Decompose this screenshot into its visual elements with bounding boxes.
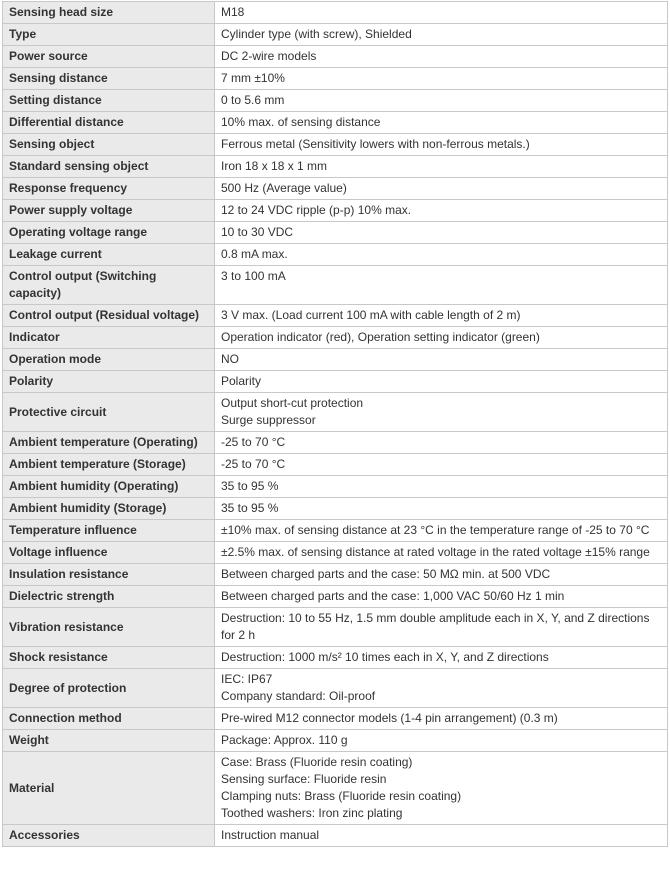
spec-row	[3, 608, 668, 647]
spec-label: Ambient temperature (Storage)	[3, 454, 215, 476]
spec-label: Ambient humidity (Storage)	[3, 498, 215, 520]
spec-row	[3, 476, 668, 498]
spec-label: Operating voltage range	[3, 222, 215, 244]
spec-row	[3, 244, 668, 266]
spec-label: Leakage current	[3, 244, 215, 266]
spec-row	[3, 305, 668, 327]
spec-value	[215, 730, 668, 752]
spec-label: Material	[3, 752, 215, 825]
spec-value	[215, 90, 668, 112]
spec-value-line: NO	[221, 352, 239, 366]
spec-label: Sensing head size	[3, 2, 215, 24]
spec-value-line: 3 to 100 mA	[221, 269, 286, 283]
spec-label: Power supply voltage	[3, 200, 215, 222]
spec-row	[3, 498, 668, 520]
spec-value	[215, 266, 668, 305]
spec-value-line: Package: Approx. 110 g	[221, 733, 348, 747]
spec-value-line: IEC: IP67	[221, 672, 273, 686]
spec-value-line: 35 to 95 %	[221, 479, 279, 493]
spec-label: Insulation resistance	[3, 564, 215, 586]
spec-row	[3, 178, 668, 200]
spec-row	[3, 266, 668, 305]
spec-row	[3, 669, 668, 708]
spec-label: Protective circuit	[3, 393, 215, 432]
spec-row	[3, 825, 668, 847]
spec-row	[3, 112, 668, 134]
spec-label: Voltage influence	[3, 542, 215, 564]
spec-value	[215, 46, 668, 68]
spec-label: Sensing object	[3, 134, 215, 156]
spec-value-line: Surge suppressor	[221, 413, 316, 427]
spec-value	[215, 349, 668, 371]
spec-row	[3, 2, 668, 24]
spec-value-line: Output short-cut protection	[221, 396, 364, 410]
spec-value	[215, 520, 668, 542]
spec-value-line: Pre-wired M12 connector models (1-4 pin arrangement) (0.3 m)	[221, 711, 558, 725]
spec-value-line: Clamping nuts: Brass (Fluoride resin coating)	[221, 789, 462, 803]
spec-value-line: Between charged parts and the case: 1,000 VAC 50/60 Hz 1 min	[221, 589, 565, 603]
spec-row	[3, 134, 668, 156]
spec-row	[3, 349, 668, 371]
spec-label: Ambient humidity (Operating)	[3, 476, 215, 498]
spec-label: Weight	[3, 730, 215, 752]
spec-value-line: Toothed washers: Iron zinc plating	[221, 806, 403, 820]
spec-value-line: 10 to 30 VDC	[221, 225, 294, 239]
spec-row	[3, 708, 668, 730]
spec-value-line: DC 2-wire models	[221, 49, 317, 63]
spec-row	[3, 327, 668, 349]
spec-row	[3, 90, 668, 112]
spec-value	[215, 454, 668, 476]
spec-row	[3, 200, 668, 222]
spec-label: Dielectric strength	[3, 586, 215, 608]
spec-label: Response frequency	[3, 178, 215, 200]
spec-table	[2, 1, 668, 847]
spec-row	[3, 222, 668, 244]
spec-value	[215, 708, 668, 730]
spec-value-line: ±2.5% max. of sensing distance at rated voltage in the rated voltage ±15% range	[221, 545, 650, 559]
spec-value-line: Operation indicator (red), Operation setting indicator (green)	[221, 330, 540, 344]
spec-value	[215, 825, 668, 847]
spec-label: Indicator	[3, 327, 215, 349]
spec-value	[215, 112, 668, 134]
spec-value-line: Instruction manual	[221, 828, 320, 842]
spec-value-line: Destruction: 10 to 55 Hz, 1.5 mm double amplitude each in X, Y, and Z directions for 2 h	[221, 611, 650, 642]
spec-value	[215, 542, 668, 564]
spec-value-line: 0.8 mA max.	[221, 247, 288, 261]
spec-value	[215, 432, 668, 454]
spec-value-line: -25 to 70 °C	[221, 435, 286, 449]
spec-value	[215, 178, 668, 200]
spec-row	[3, 156, 668, 178]
spec-value-line: Company standard: Oil-proof	[221, 689, 376, 703]
spec-value-line: Sensing surface: Fluoride resin	[221, 772, 387, 786]
spec-value	[215, 156, 668, 178]
spec-value	[215, 200, 668, 222]
spec-value-line: Iron 18 x 18 x 1 mm	[221, 159, 328, 173]
spec-value	[215, 498, 668, 520]
spec-value	[215, 2, 668, 24]
spec-value-line: Destruction: 1000 m/s² 10 times each in X, Y, and Z directions	[221, 650, 549, 664]
spec-value-line: Between charged parts and the case: 50 MΩ min. at 500 VDC	[221, 567, 551, 581]
spec-value-line: Cylinder type (with screw), Shielded	[221, 27, 412, 41]
spec-label: Control output (Switching capacity)	[3, 266, 215, 305]
spec-table-body	[3, 2, 668, 847]
spec-label: Operation mode	[3, 349, 215, 371]
spec-row	[3, 542, 668, 564]
spec-row	[3, 520, 668, 542]
spec-label: Degree of protection	[3, 669, 215, 708]
spec-row	[3, 46, 668, 68]
spec-label: Connection method	[3, 708, 215, 730]
spec-value	[215, 371, 668, 393]
spec-label: Power source	[3, 46, 215, 68]
spec-value-line: ±10% max. of sensing distance at 23 °C in the temperature range of -25 to 70 °C	[221, 523, 650, 537]
spec-value-line: 12 to 24 VDC ripple (p-p) 10% max.	[221, 203, 412, 217]
spec-value	[215, 476, 668, 498]
spec-row	[3, 752, 668, 825]
spec-label: Shock resistance	[3, 647, 215, 669]
spec-value	[215, 669, 668, 708]
spec-row	[3, 24, 668, 46]
spec-value	[215, 586, 668, 608]
spec-value	[215, 134, 668, 156]
spec-label: Control output (Residual voltage)	[3, 305, 215, 327]
spec-value-line: 7 mm ±10%	[221, 71, 285, 85]
spec-label: Accessories	[3, 825, 215, 847]
spec-row	[3, 371, 668, 393]
spec-label: Standard sensing object	[3, 156, 215, 178]
spec-label: Vibration resistance	[3, 608, 215, 647]
spec-value-line: Ferrous metal (Sensitivity lowers with non-ferrous metals.)	[221, 137, 530, 151]
spec-value-line: 3 V max. (Load current 100 mA with cable length of 2 m)	[221, 308, 521, 322]
spec-value	[215, 564, 668, 586]
spec-value-line: 10% max. of sensing distance	[221, 115, 381, 129]
spec-value-line: Polarity	[221, 374, 262, 388]
spec-label: Differential distance	[3, 112, 215, 134]
spec-value-line: 0 to 5.6 mm	[221, 93, 285, 107]
spec-value-line: Case: Brass (Fluoride resin coating)	[221, 755, 413, 769]
spec-value-line: 35 to 95 %	[221, 501, 279, 515]
spec-label: Temperature influence	[3, 520, 215, 542]
spec-value	[215, 647, 668, 669]
spec-row	[3, 432, 668, 454]
spec-label: Setting distance	[3, 90, 215, 112]
spec-row	[3, 454, 668, 476]
spec-value-line: 500 Hz (Average value)	[221, 181, 347, 195]
spec-value-line: M18	[221, 5, 245, 19]
spec-row	[3, 586, 668, 608]
spec-row	[3, 730, 668, 752]
spec-label: Polarity	[3, 371, 215, 393]
spec-label: Sensing distance	[3, 68, 215, 90]
spec-label: Type	[3, 24, 215, 46]
spec-value	[215, 327, 668, 349]
spec-value	[215, 752, 668, 825]
spec-value	[215, 608, 668, 647]
spec-value	[215, 393, 668, 432]
spec-value	[215, 305, 668, 327]
spec-value	[215, 244, 668, 266]
spec-value	[215, 222, 668, 244]
spec-row	[3, 647, 668, 669]
spec-row	[3, 564, 668, 586]
spec-row	[3, 393, 668, 432]
spec-value	[215, 68, 668, 90]
spec-value	[215, 24, 668, 46]
spec-label: Ambient temperature (Operating)	[3, 432, 215, 454]
spec-row	[3, 68, 668, 90]
spec-value-line: -25 to 70 °C	[221, 457, 286, 471]
